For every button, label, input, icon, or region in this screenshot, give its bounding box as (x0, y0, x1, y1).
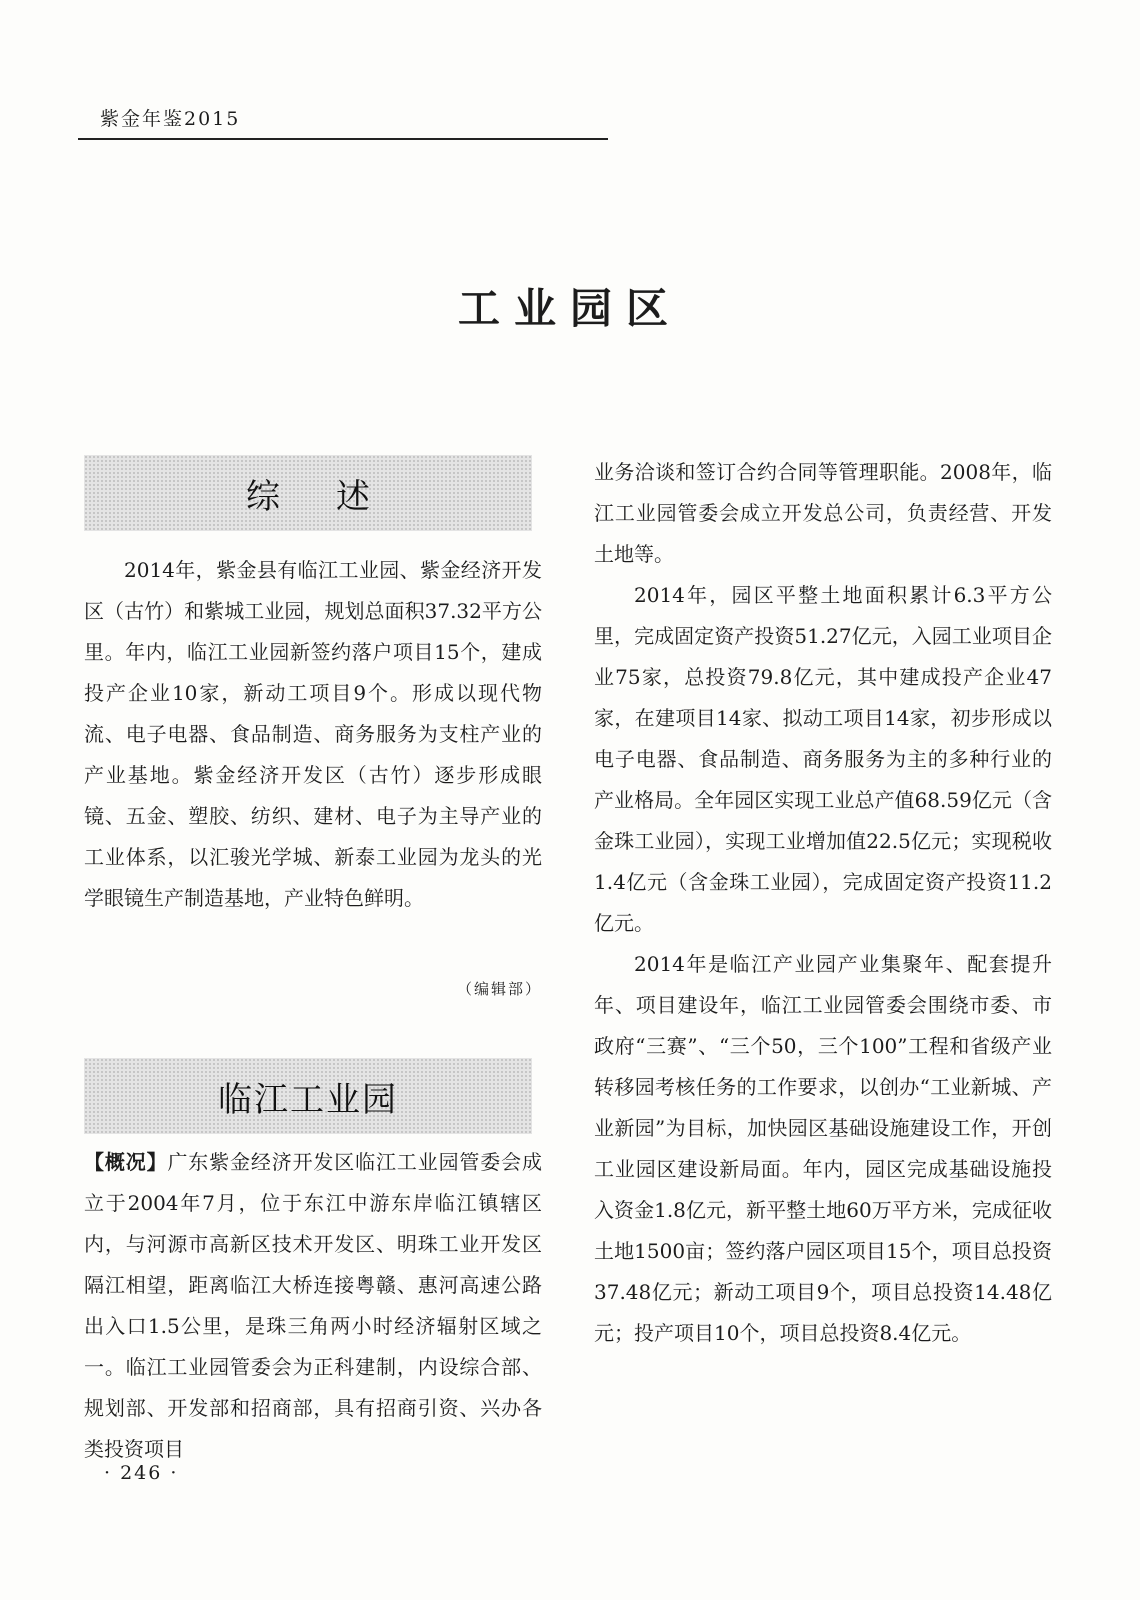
editor-credit: （编辑部） (456, 980, 542, 998)
section-heading-overview: 综述 (84, 455, 532, 531)
paragraph-2014-construction: 2014年是临江产业园产业集聚年、配套提升年、项目建设年，临江工业园管委会围绕市委、市政府“三赛”、“三个50，三个100”工程和省级产业转移园考核任务的工作要求，以创办“工业新城、产业新园”为目标，加快园区基础设施建设工作，开创工业园区建设新局面。年内，园区完成基础设施投入资金1.8亿元，新平整土地60万平方米，完成征收土地1500亩；签约落户园区项目15个，项目总投资37.48亿元；新动工项目9个，项目总投资14.48亿元；投产项目10个，项目总投资8.4亿元。 (594, 952, 1052, 1345)
page-number: · 246 · (104, 1462, 179, 1484)
overview-text (84, 550, 542, 919)
section-heading-linjiang: 临江工业园 (84, 1058, 532, 1134)
header-rule (78, 138, 608, 140)
overview-tag: 【概况】 (84, 1150, 168, 1174)
linjiang-text-left (84, 1142, 542, 1470)
overview-paragraph: 2014年，紫金县有临江工业园、紫金经济开发区（古竹）和紫城工业园，规划总面积37.32平方公里。年内，临江工业园新签约落户项目15个，建成投产企业10家，新动工项目9个。形成以现代物流、电子电器、食品制造、商务服务为支柱产业的产业基地。紫金经济开发区（古竹）逐步形成眼镜、五金、塑胶、纺织、建材、电子为主导产业的工业体系，以汇骏光学城、新泰工业园为龙头的光学眼镜生产制造基地，产业特色鲜明。 (84, 558, 542, 910)
running-title: 紫金年鉴2015 (100, 108, 241, 130)
continued-paragraph: 业务洽谈和签订合约合同等管理职能。2008年，临江工业园管委会成立开发总公司，负责经营、开发土地等。 (594, 460, 1052, 566)
linjiang-text-right (594, 452, 1052, 1354)
chapter-title: 工业园区 (457, 284, 682, 333)
overview-body: 广东紫金经济开发区临江工业园管委会成立于2004年7月，位于东江中游东岸临江镇辖区内，与河源市高新区技术开发区、明珠工业开发区隔江相望，距离临江大桥连接粤赣、惠河高速公路出入口1.5公里，是珠三角两小时经济辐射区域之一。临江工业园管委会为正科建制，内设综合部、规划部、开发部和招商部，具有招商引资、兴办各类投资项目 (84, 1150, 543, 1461)
linjiang-overview-paragraph (84, 1142, 542, 1470)
paragraph-2014-stats: 2014年，园区平整土地面积累计6.3平方公里，完成固定资产投资51.27亿元，入园工业项目企业75家，总投资79.8亿元，其中建成投产企业47家，在建项目14家、拟动工项目14家，初步形成以电子电器、食品制造、商务服务为主的多种行业的产业格局。全年园区实现工业总产值68.59亿元（含金珠工业园），实现工业增加值22.5亿元；实现税收1.4亿元（含金珠工业园），完成固定资产投资11.2亿元。 (594, 583, 1052, 935)
